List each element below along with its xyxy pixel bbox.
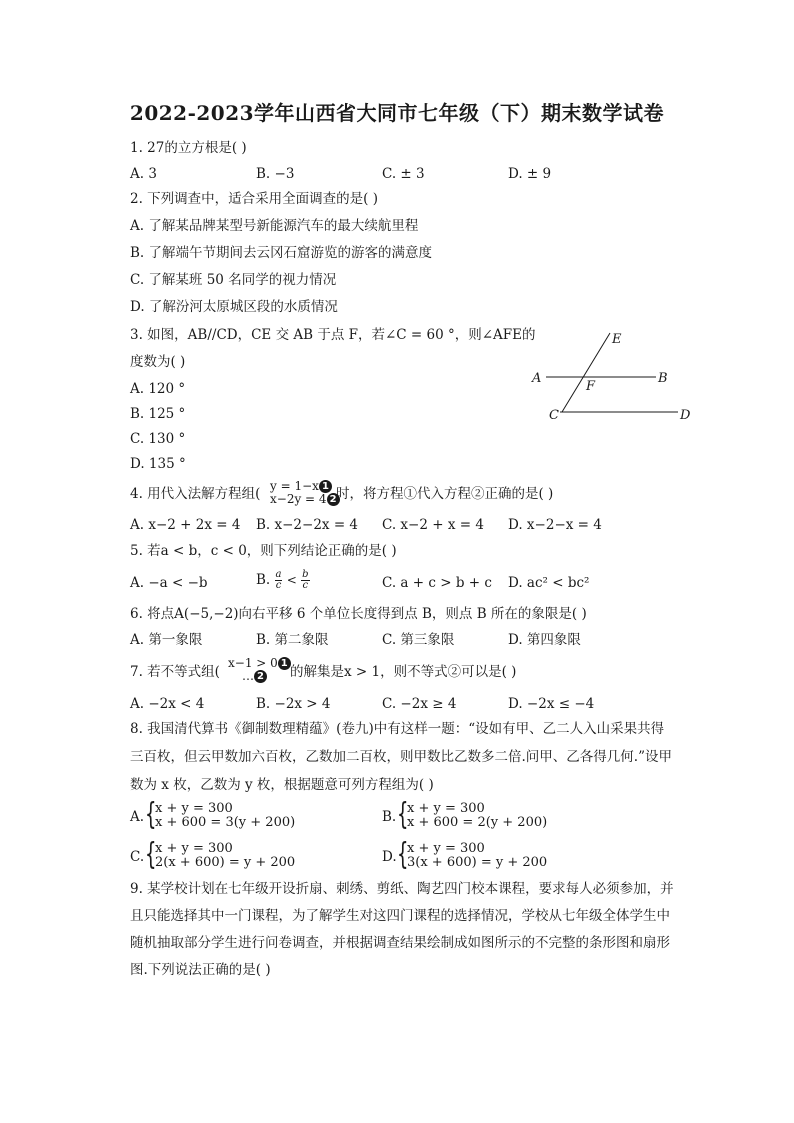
circled-2-icon: 2 <box>254 670 267 683</box>
question-7-option-c: C. −2x ≥ 4 <box>382 696 457 712</box>
question-2-option-d: D. 了解汾河太原城区段的水质情况 <box>130 299 338 315</box>
question-4-option-b: B. x−2−2x = 4 <box>256 517 359 533</box>
question-9-line1: 9. 某学校计划在七年级开设折扇、刺绣、剪纸、陶艺四门校本课程，要求每人必须参加，并 <box>130 881 674 897</box>
question-8-line2: 三百枚，但云甲数加六百枚，乙数加二百枚，则甲数比乙数多二倍.问甲、乙各得几何.”设甲 <box>130 749 672 765</box>
exam-page: 2022-2023学年山西省大同市七年级（下）期末数学试卷 1. 27的立方根是( ) A. 3 B. −3 C. ± 3 D. ± 9 2. 下列调查中，适合采用全面调查的是( ) A. 了解某品牌某型号新能源汽车的最大续航里程 B. 了解端午节期间去云冈石窟游览的游客的满意度 C. 了解某班 50 名同学的视力情况 D. 了解汾河太原城区段的水质情况 3. 如图，AB//CD，CE 交 AB 于点 F，若∠C = 60 °，则∠AFE的 度数为( ) A. 120 ° B. 125 ° C. 130 ° D. 135 ° E A F B C D 4. 用代入法解方程组( y = 1−x 1 x−2y = 4 2 时，将方程①代入方程②正确的是( ) A. x−2 + 2x = 4 B. x−2−2x = 4 C. x−2 + x = 4 D. x−2−x = 4 5. 若a < b，c < 0，则下列结论正确的是( ) A. −a < −b B. $\frac{a}{c}$ < $\frac{b}{c}$ C. a + c > b + c D. ac² < bc² 6. 将点A(−5,−2)向右平移 6 个单位长度得到点 B，则点 B 所在的象限是( ) A. 第一象限 B. 第二象限 C. 第三象限 D. 第四象限 7. 若不等式组( x−1 > 0 1 … 2 的解集是x > 1，则不等式②可以是( ) A. −2x < 4 B. −2x > 4 C. −2x ≥ 4 D. −2x ≤ −4 8. 我国清代算书《御制数理精蕴》(卷九)中有这样一题：“设如有甲、乙二人入山采果共得 三百枚，但云甲数加六百枚，乙数加二百枚，则甲数比乙数多二倍.问甲、乙各得几何.”设甲 数为 x 枚，乙数为 y 枚，根据题意可列方程组为( ) A. { x + y = 300 x + 600 = 3(y + 200) B. { x + y = 300 x + 600 = 2(y + 200) C. { x + y = 300 2(x + 600) = y + 200 D. { x + y = 300 3(x + 600) = y + 200 9. 某学校计划在七年级开设折扇、刺绣、剪纸、陶艺四门校本课程，要求每人必须参加，并 且只能选择其中一门课程，为了解学生对这四门课程的选择情况，学校从七年级全体学生中 随机抽取部分学生进行问卷调查，并根据调查结果绘制成如图所示的不完整的条形图和扇形 图.下列说法正确的是( ) <box>0 0 794 1123</box>
question-5-stem: 5. 若a < b，c < 0，则下列结论正确的是( ) <box>130 543 397 559</box>
question-5-option-d: D. ac² < bc² <box>508 575 590 591</box>
question-3-option-b: B. 125 ° <box>130 406 186 422</box>
question-7-option-a: A. −2x < 4 <box>130 696 205 712</box>
question-7-option-b: B. −2x > 4 <box>256 696 331 712</box>
question-3-option-c: C. 130 ° <box>130 431 186 447</box>
label-b: B <box>658 371 668 386</box>
question-7-stem-post: 的解集是x > 1，则不等式②可以是( ) <box>290 664 517 680</box>
question-3-stem-line1: 3. 如图，AB//CD，CE 交 AB 于点 F，若∠C = 60 °，则∠AFE的 <box>130 327 536 343</box>
question-8-line3: 数为 x 枚，乙数为 y 枚，根据题意可列方程组为( ) <box>130 777 434 793</box>
question-3-option-a: A. 120 ° <box>130 381 186 397</box>
question-5-option-a: A. −a < −b <box>130 575 208 591</box>
question-7-stem-pre: 7. 若不等式组( <box>130 664 220 680</box>
fraction-b-over-c: $\frac{b}{c}$ <box>302 569 309 591</box>
question-6-option-b: B. 第二象限 <box>256 632 329 648</box>
question-1-stem: 1. 27的立方根是( ) <box>130 140 247 156</box>
label-e: E <box>612 332 622 347</box>
question-8-line1: 8. 我国清代算书《御制数理精蕴》(卷九)中有这样一题：“设如有甲、乙二人入山采果共得 <box>130 721 665 737</box>
page-title: 2022-2023学年山西省大同市七年级（下）期末数学试卷 <box>129 101 665 125</box>
label-f: F <box>586 379 596 394</box>
question-1-option-a: A. 3 <box>130 166 157 182</box>
question-4-equation-system <box>270 480 340 506</box>
question-7-inequality-system <box>228 657 291 683</box>
question-4-eq1: y = 1−x <box>270 479 319 493</box>
question-3-stem-line2: 度数为( ) <box>130 354 186 370</box>
circled-1-icon: 1 <box>278 657 291 670</box>
question-7-ineq1: x−1 > 0 <box>228 656 278 670</box>
question-4-option-d: D. x−2−x = 4 <box>508 517 602 533</box>
question-5-option-b: B. $\frac{a}{c}$ < $\frac{b}{c}$ <box>256 569 309 591</box>
question-4-option-a: A. x−2 + 2x = 4 <box>130 517 241 533</box>
question-1-option-c: C. ± 3 <box>382 166 425 182</box>
question-2-option-c: C. 了解某班 50 名同学的视力情况 <box>130 272 337 288</box>
line-ce <box>562 333 610 412</box>
question-2-stem: 2. 下列调查中，适合采用全面调查的是( ) <box>130 191 378 207</box>
question-6-option-a: A. 第一象限 <box>130 632 203 648</box>
fraction-a-over-c: $\frac{a}{c}$ <box>275 569 282 591</box>
question-8-option-d-label: D. <box>382 849 397 865</box>
label-a: A <box>532 371 542 386</box>
question-4-eq2: x−2y = 4 <box>270 492 327 506</box>
question-4-option-c: C. x−2 + x = 4 <box>382 517 484 533</box>
question-9-line3: 随机抽取部分学生进行问卷调查，并根据调查结果绘制成如图所示的不完整的条形图和扇形 <box>130 935 670 951</box>
question-8-option-c-label: C. <box>130 849 145 865</box>
question-7-option-d: D. −2x ≤ −4 <box>508 696 595 712</box>
question-1-option-b: B. −3 <box>256 166 295 182</box>
question-8-option-b-label: B. <box>382 809 397 825</box>
question-9-line4: 图.下列说法正确的是( ) <box>130 962 271 978</box>
question-2-option-b: B. 了解端午节期间去云冈石窟游览的游客的满意度 <box>130 245 433 261</box>
question-1-option-d: D. ± 9 <box>508 166 552 182</box>
question-8-option-a-label: A. <box>130 809 145 825</box>
question-4-stem-pre: 4. 用代入法解方程组( <box>130 486 261 502</box>
label-c: C <box>549 408 559 423</box>
question-9-line2: 且只能选择其中一门课程，为了解学生对这四门课程的选择情况，学校从七年级全体学生中 <box>130 908 670 924</box>
label-d: D <box>680 408 691 423</box>
circled-1-icon: 1 <box>319 480 332 493</box>
question-5-option-c: C. a + c > b + c <box>382 575 492 591</box>
question-2-option-a: A. 了解某品牌某型号新能源汽车的最大续航里程 <box>130 218 419 234</box>
question-7-ineq2: … <box>242 669 254 683</box>
question-3-option-d: D. 135 ° <box>130 456 186 472</box>
question-4-stem-post: 时，将方程①代入方程②正确的是( ) <box>336 486 554 502</box>
question-3-figure <box>520 325 700 425</box>
question-6-option-c: C. 第三象限 <box>382 632 455 648</box>
question-6-stem: 6. 将点A(−5,−2)向右平移 6 个单位长度得到点 B，则点 B 所在的象限是( ) <box>130 606 587 622</box>
circled-2-icon: 2 <box>327 493 340 506</box>
question-6-option-d: D. 第四象限 <box>508 632 581 648</box>
